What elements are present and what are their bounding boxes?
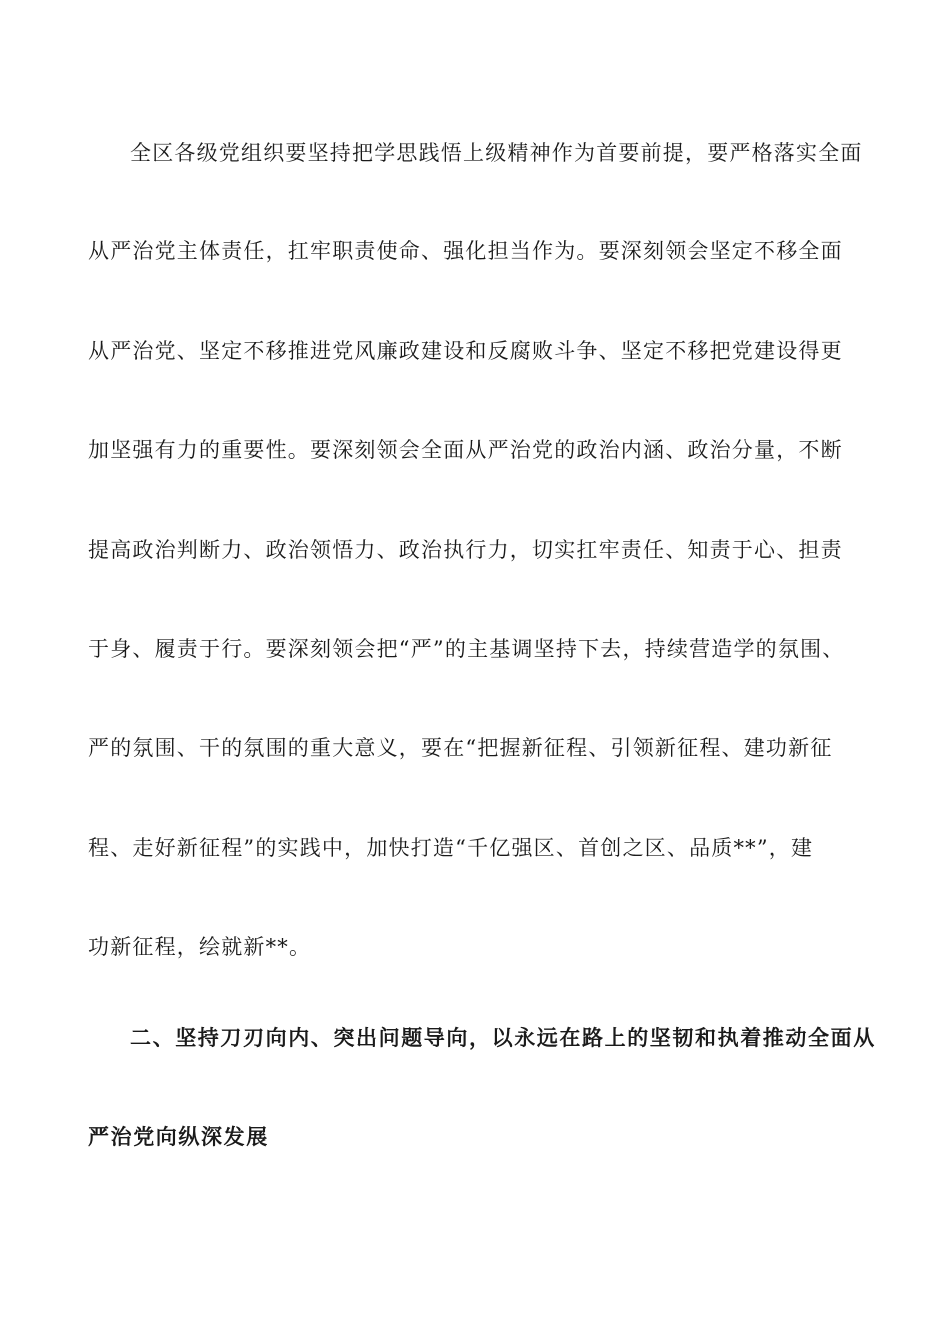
paragraph-line: 从严治党、坚定不移推进党风廉政建设和反腐败斗争、坚定不移把党建设得更 [88,339,843,363]
paragraph-line: 严的氛围、干的氛围的重大意义，要在“把握新征程、引领新征程、建功新征 [88,736,833,760]
heading-line: 二、坚持刀刃向内、突出问题导向，以永远在路上的坚韧和执着推动全面从 [130,1026,876,1050]
paragraph-line: 提高政治判断力、政治领悟力、政治执行力，切实扛牢责任、知责于心、担责 [88,538,843,562]
paragraph-line: 于身、履责于行。要深刻领会把“严”的主基调坚持下去，持续营造学的氛围、 [88,637,845,661]
paragraph-line: 加坚强有力的重要性。要深刻领会全面从严治党的政治内涵、政治分量，不断 [88,438,843,462]
paragraph-line: 全区各级党组织要坚持把学思践悟上级精神作为首要前提，要严格落实全面 [130,141,863,165]
heading-line: 严治党向纵深发展 [88,1125,269,1149]
paragraph-line: 功新征程，绘就新**。 [88,935,312,959]
paragraph-line: 程、走好新征程”的实践中，加快打造“千亿强区、首创之区、品质**”，建 [88,836,814,860]
paragraph-line: 从严治党主体责任，扛牢职责使命、强化担当作为。要深刻领会坚定不移全面 [88,239,843,263]
